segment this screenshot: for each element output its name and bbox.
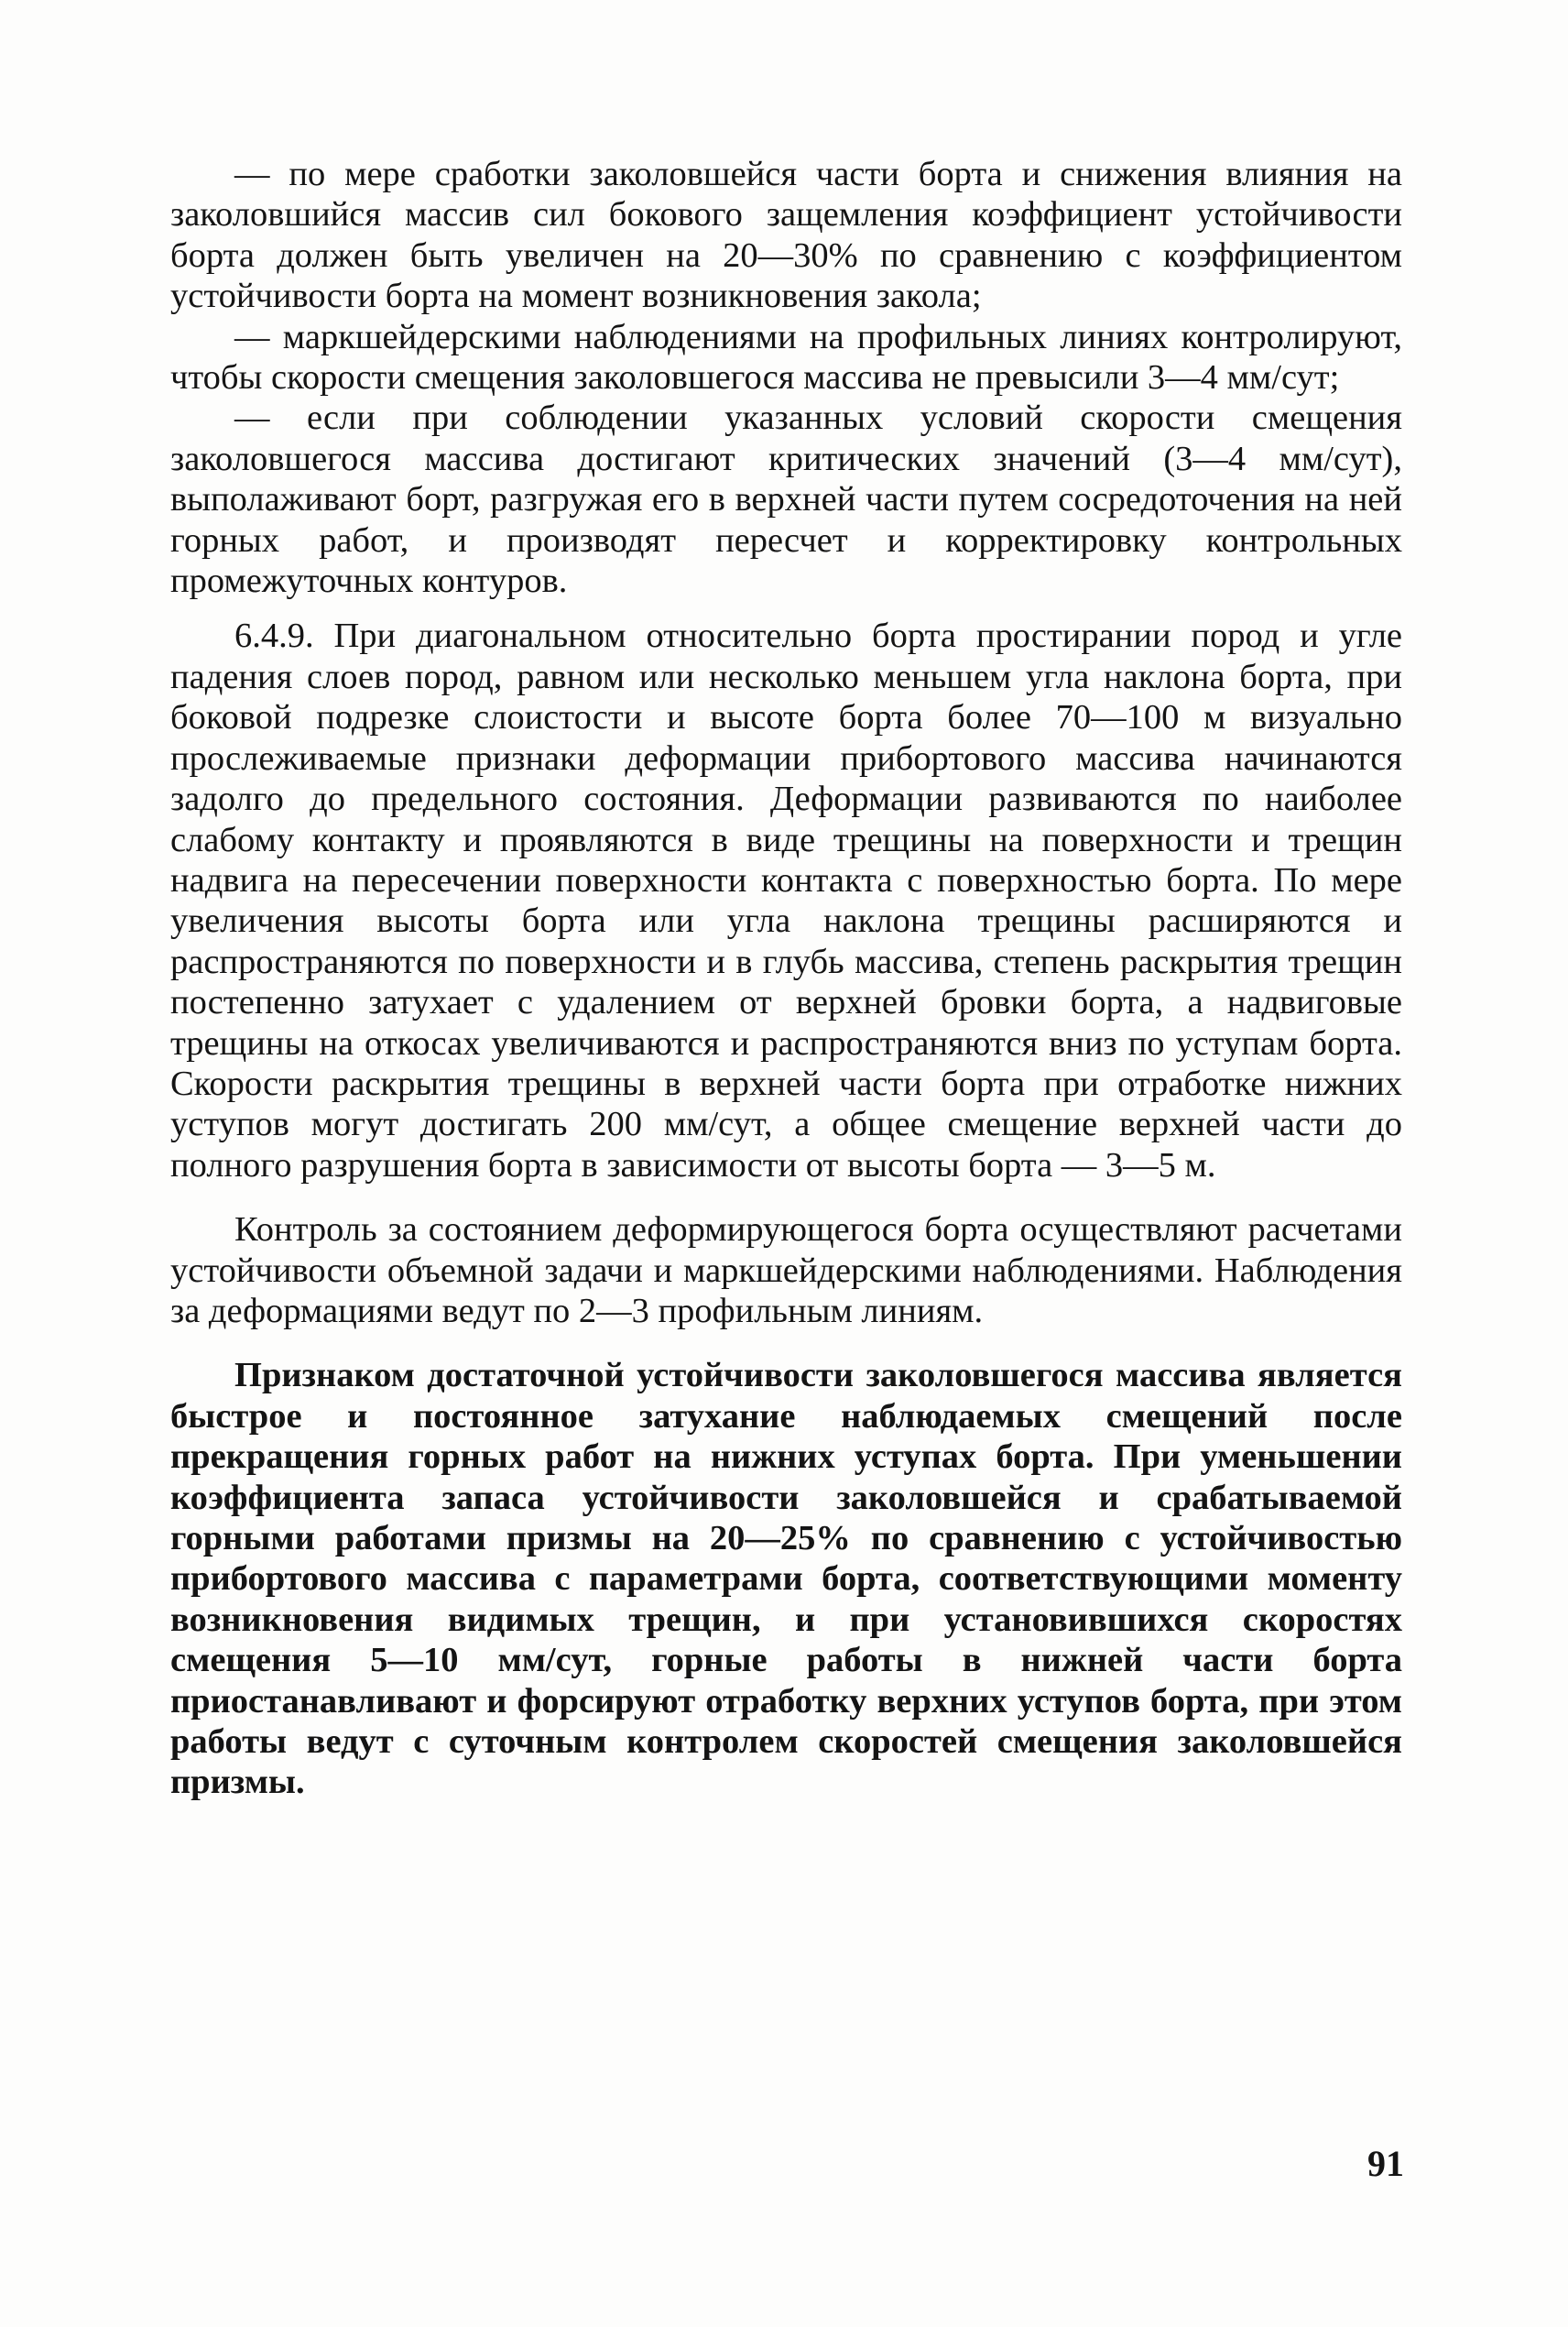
paragraph-item-1: — по мере сработки заколовшейся части борта и снижения влияния на заколовшийся массив сил бокового защемления коэффициент устойчивости борта должен быть увеличен на 20—30% по сравнению с коэффициентом устойчивости борта на момент возникновения закола; xyxy=(170,155,1402,316)
paragraph-monitoring: Контроль за состоянием деформирующегося борта осуществляют расчетами устойчивости объемной задачи и маркшейдерскими наблюдениями. Наблюдения за деформациями ведут по 2—3 профильным линиям. xyxy=(170,1210,1402,1330)
body-text xyxy=(170,154,1402,1803)
paragraph-stability-criterion: Признаком достаточной устойчивости заколовшегося массива является быстрое и постоянное затухание наблюдаемых смещений после прекращения горных работ на нижних уступах борта. При уменьшении коэффициента запаса устойчивости заколовшейся и срабатываемой горными работами призмы на 20—25% по сравнению с устойчивостью прибортового массива с параметрами борта, соответствующими моменту возникновения видимых трещин, и при установившихся скоростях смещения 5—10 мм/сут, горные работы в нижней части борта приостанавливают и форсируют отработку верхних уступов борта, при этом работы ведут с суточным контролем скоростей смещения заколовшейся призмы. xyxy=(170,1356,1402,1802)
paragraph-item-2: — маркшейдерскими наблюдениями на профильных линиях контролируют, чтобы скорости смещения заколовшегося массива не превысили 3—4 мм/сут; xyxy=(170,317,1402,398)
paragraph-6-4-9: 6.4.9. При диагональном относительно борта простирании пород и угле падения слоев пород, равном или несколько меньшем угла наклона борта, при боковой подрезке слоистости и высоте борта более 70—100 м визуально прослеживаемые признаки деформации прибортового массива начинаются задолго до предельного состояния. Деформации развиваются по наиболее слабому контакту и проявляются в виде трещины на поверхности и трещин надвига на пересечении поверхности контакта с поверхностью борта. По мере увеличения высоты борта или угла наклона трещины расширяются и распространяются по поверхности и в глубь массива, степень раскрытия трещин постепенно затухает с удалением от верхней бровки борта, а надвиговые трещины на откосах увеличиваются и распространяются вниз по уступам борта. Скорости раскрытия трещины в верхней части борта при отработке нижних уступов могут достигать 200 мм/сут, а общее смещение верхней части до полного разрушения борта в зависимости от высоты борта — 3—5 м. xyxy=(170,617,1402,1185)
paragraph-item-3: — если при соблюдении указанных условий скорости смещения заколовшегося массива достигают критических значений (3—4 мм/сут), выполаживают борт, разгружая его в верхней части путем сосредоточения на ней горных работ, и производят пересчет и корректировку контрольных промежуточных контуров. xyxy=(170,399,1402,601)
page-number: 91 xyxy=(1367,2143,1404,2184)
